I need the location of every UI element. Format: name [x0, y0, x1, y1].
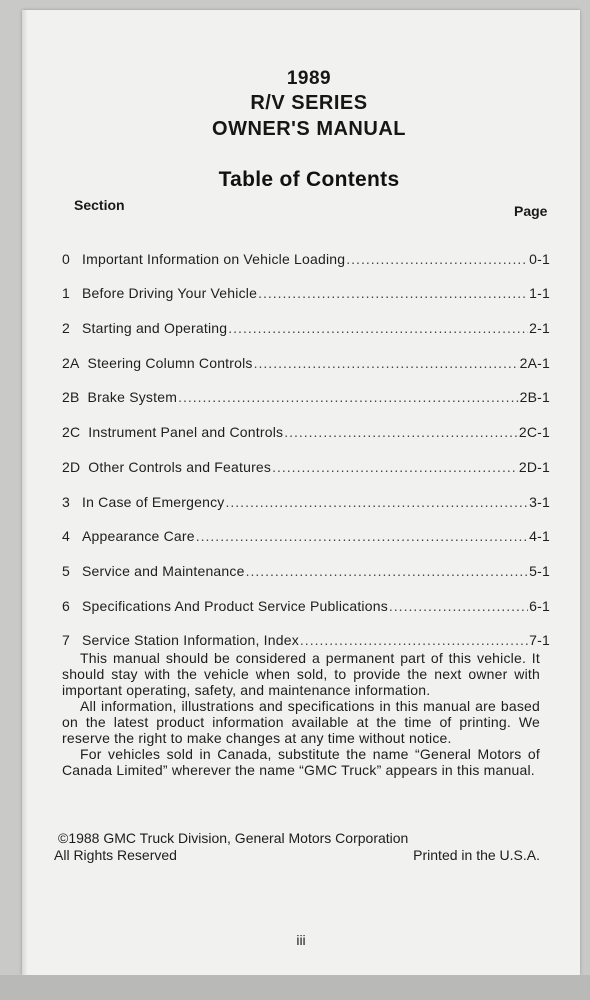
page-number: iii	[296, 932, 306, 948]
toc-entry-label: In Case of Emergency	[82, 493, 225, 510]
dot-leader	[254, 355, 519, 371]
toc-entry-number: 1	[62, 285, 70, 302]
toc-entry-label: Appearance Care	[82, 528, 195, 545]
toc-entry-number: 6	[62, 597, 70, 614]
toc-entry-number: 5	[62, 562, 70, 579]
toc-entry-label: Steering Column Controls	[87, 354, 253, 371]
toc-entry-label: Service Station Information, Index	[82, 632, 299, 649]
background-surface	[0, 975, 590, 1000]
toc-entry-label: Service and Maintenance	[82, 562, 245, 579]
toc-entry	[62, 614, 550, 649]
toc-entry-page: 0-1	[529, 250, 550, 267]
printed-in: Printed in the U.S.A.	[413, 847, 540, 863]
toc-entry-page: 2D-1	[518, 458, 550, 475]
dot-leader	[226, 494, 529, 510]
dot-leader	[178, 389, 519, 405]
toc-entry	[62, 544, 550, 579]
dot-leader	[346, 251, 528, 267]
toc-entry	[62, 301, 550, 336]
dot-leader	[196, 528, 528, 544]
toc-heading: Table of Contents	[218, 168, 400, 191]
note-canada: For vehicles sold in Canada, substitute the name “General Motors of Canada Limited” wherever the name “GMC Truck” appears in this manual.	[62, 746, 540, 778]
copyright-line: ©1988 GMC Truck Division, General Motors Corporation	[58, 830, 409, 846]
toc-entry-page: 5-1	[529, 562, 550, 579]
toc-entry	[62, 267, 550, 302]
dot-leader	[228, 320, 528, 336]
toc-entry	[62, 440, 550, 475]
toc-entry-label: Instrument Panel and Controls	[88, 424, 284, 441]
toc-entry-number: 2B	[62, 389, 80, 406]
toc-entry-page: 2-1	[529, 320, 550, 337]
toc-entry-number: 0	[62, 250, 70, 267]
toc-entry	[62, 232, 550, 267]
dot-leader	[300, 632, 528, 648]
copyright-footer-row	[54, 847, 540, 864]
dot-leader	[389, 598, 528, 614]
toc-entry-number: 2D	[62, 458, 81, 475]
page-edge	[22, 10, 28, 975]
toc-entry-page: 2A-1	[519, 354, 550, 371]
toc-entry-page: 7-1	[529, 632, 550, 649]
toc-list	[62, 232, 550, 648]
toc-entry-label: Starting and Operating	[82, 320, 228, 337]
title-year: 1989	[286, 68, 332, 89]
title-manual: OWNER'S MANUAL	[212, 118, 406, 140]
rights-reserved: All Rights Reserved	[54, 847, 177, 863]
toc-entry-label: Other Controls and Features	[88, 458, 272, 475]
toc-entry-number: 2	[62, 320, 70, 337]
toc-entry-page: 1-1	[529, 285, 550, 302]
note-information-disclaimer: All information, illustrations and specifications in this manual are based on the latest product information available at the time of printing. We reserve the right to make changes at any time without notice.	[62, 698, 540, 746]
notes-block	[62, 650, 540, 778]
toc-section-header: Section	[74, 197, 125, 213]
dot-leader	[246, 563, 529, 579]
toc-entry-number: 2C	[62, 424, 81, 441]
toc-entry	[62, 510, 550, 545]
toc-entry-label: Before Driving Your Vehicle	[82, 285, 258, 302]
dot-leader	[258, 285, 528, 301]
toc-entry	[62, 405, 550, 440]
toc-entry-number: 2A	[62, 354, 80, 371]
note-permanent-part: This manual should be considered a permanent part of this vehicle. It should stay with the vehicle when sold, to provide the next owner with important operating, safety, and maintenance information.	[62, 650, 540, 698]
toc-entry-number: 4	[62, 528, 70, 545]
toc-entry-number: 3	[62, 493, 70, 510]
toc-entry-label: Brake System	[87, 389, 178, 406]
manual-page	[22, 10, 580, 975]
copyright-block	[54, 830, 540, 864]
toc-entry	[62, 579, 550, 614]
dot-leader	[284, 424, 518, 440]
toc-entry-page: 2B-1	[519, 389, 550, 406]
toc-entry-page: 4-1	[529, 528, 550, 545]
toc-entry	[62, 336, 550, 371]
toc-entry-label: Specifications And Product Service Publications	[82, 597, 388, 614]
toc-entry-page: 6-1	[529, 597, 550, 614]
toc-entry-page: 3-1	[529, 493, 550, 510]
toc-page-header: Page	[514, 203, 548, 219]
toc-entry	[62, 371, 550, 406]
toc-entry	[62, 475, 550, 510]
toc-entry-label: Important Information on Vehicle Loading	[82, 250, 346, 267]
toc-entry-page: 2C-1	[518, 424, 550, 441]
toc-entry-number: 7	[62, 632, 70, 649]
dot-leader	[272, 459, 518, 475]
title-series: R/V SERIES	[250, 92, 368, 114]
